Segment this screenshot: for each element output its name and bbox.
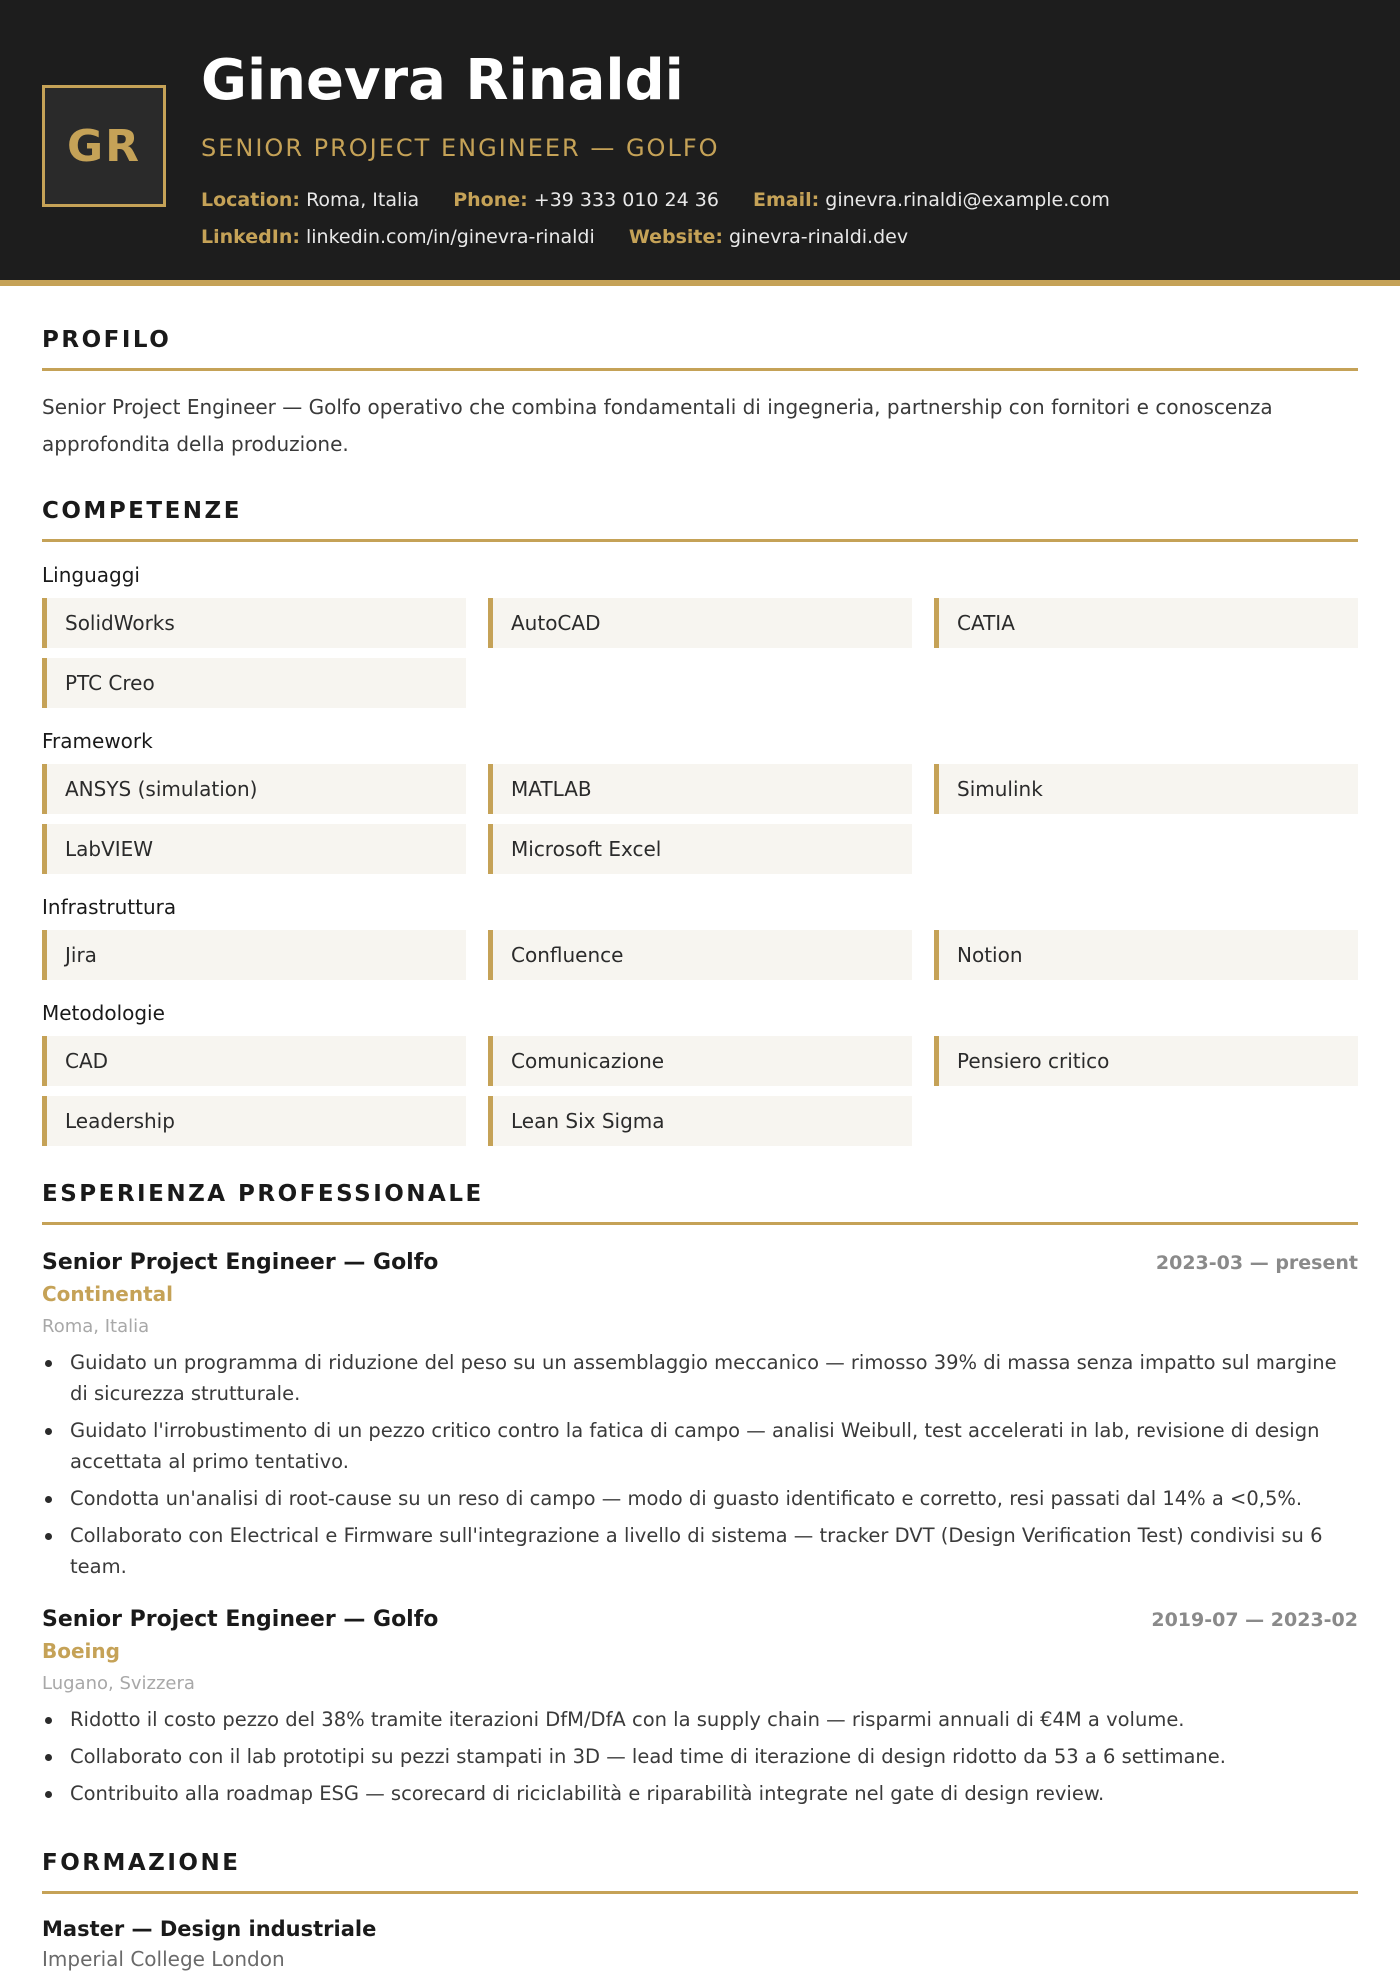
job-bullets (42, 1704, 1358, 1809)
section-heading: ESPERIENZA PROFESSIONALE (42, 1146, 1358, 1225)
job-entry (42, 1604, 1358, 1809)
skill-chip-grid (42, 930, 1358, 980)
skill-chip-grid (42, 764, 1358, 874)
contact-row-2 (201, 224, 936, 250)
skill-group-label: Framework (42, 729, 153, 753)
profile-text: Senior Project Engineer — Golfo operativo che combina fondamentali di ingegneria, partnership con fornitori e conoscenza approfondita della produzione. (42, 395, 1273, 456)
job-entry (42, 1247, 1358, 1582)
job-dates: 2019-07 — 2023-02 (1151, 1609, 1358, 1631)
candidate-name: Ginevra Rinaldi (201, 48, 684, 113)
skill-chip-grid (42, 1036, 1358, 1146)
list-item: Contribuito alla roadmap ESG — scorecard di riciclabilità e riparabilità integrate nel gate di design review. (42, 1778, 1358, 1809)
job-location: Lugano, Svizzera (42, 1673, 195, 1694)
education-degree: Master — Design industriale (42, 1917, 377, 1941)
job-dates: 2023-03 — present (1155, 1252, 1358, 1274)
section-heading: PROFILO (42, 292, 1358, 371)
job-header (42, 1604, 1358, 1636)
job-company: Continental (42, 1282, 174, 1306)
skill-chip-grid (42, 598, 1358, 708)
skill-chip: AutoCAD (488, 598, 912, 648)
list-item: Guidato un programma di riduzione del peso su un assemblaggio meccanico — rimosso 39% di massa senza impatto sul margine di sicurezza strutturale. (42, 1347, 1358, 1409)
monogram-badge: GR (42, 85, 166, 207)
list-item: Guidato l'irrobustimento di un pezzo critico contro la fatica di campo — analisi Weibull, test accelerati in lab, revisione di design accettata al primo tentativo. (42, 1415, 1358, 1477)
skill-chip: Notion (934, 930, 1358, 980)
resume-body (42, 292, 1358, 1974)
job-header (42, 1247, 1358, 1279)
contact-row-1 (201, 187, 1138, 213)
contact-linkedin[interactable]: LinkedIn: linkedin.com/in/ginevra-rinaldi (201, 226, 595, 248)
contact-phone[interactable]: Phone: +39 333 010 24 36 (453, 189, 719, 211)
skill-chip: CATIA (934, 598, 1358, 648)
list-item: Collaborato con Electrical e Firmware sull'integrazione a livello di sistema — tracker DVT (Design Verification Test) condivisi su 6 team. (42, 1520, 1358, 1582)
skill-group-label: Metodologie (42, 1001, 165, 1025)
skill-chip: SolidWorks (42, 598, 466, 648)
contact-email[interactable]: Email: ginevra.rinaldi@example.com (752, 189, 1110, 211)
skills-section (42, 463, 1358, 1146)
experience-section (42, 1146, 1358, 1809)
job-location: Roma, Italia (42, 1316, 150, 1337)
skill-chip: Microsoft Excel (488, 824, 912, 874)
skill-chip: Simulink (934, 764, 1358, 814)
section-heading: FORMAZIONE (42, 1815, 1358, 1894)
section-heading: COMPETENZE (42, 463, 1358, 542)
skill-chip: Lean Six Sigma (488, 1096, 912, 1146)
skill-chip: CAD (42, 1036, 466, 1086)
skill-chip: Leadership (42, 1096, 466, 1146)
list-item: Ridotto il costo pezzo del 38% tramite iterazioni DfM/DfA con la supply chain — risparmi annuali di €4M a volume. (42, 1704, 1358, 1735)
skill-group-label: Infrastruttura (42, 895, 177, 919)
skill-chip: Confluence (488, 930, 912, 980)
contact-website[interactable]: Website: ginevra-rinaldi.dev (628, 226, 909, 248)
education-school: Imperial College London (42, 1947, 285, 1971)
candidate-title: SENIOR PROJECT ENGINEER — GOLFO (201, 134, 720, 162)
contact-location: Location: Roma, Italia (201, 189, 420, 211)
skill-chip: MATLAB (488, 764, 912, 814)
skill-chip: ANSYS (simulation) (42, 764, 466, 814)
job-role: Senior Project Engineer — Golfo (42, 1607, 439, 1632)
list-item: Collaborato con il lab prototipi su pezzi stampati in 3D — lead time di iterazione di design ridotto da 53 a 6 settimane. (42, 1741, 1358, 1772)
skill-chip: Jira (42, 930, 466, 980)
skill-group-label: Linguaggi (42, 563, 140, 587)
skill-chip: LabVIEW (42, 824, 466, 874)
education-section (42, 1815, 1358, 1974)
job-company: Boeing (42, 1639, 120, 1663)
job-role: Senior Project Engineer — Golfo (42, 1250, 439, 1275)
skill-chip: PTC Creo (42, 658, 466, 708)
resume-header (0, 0, 1400, 286)
skill-chip: Pensiero critico (934, 1036, 1358, 1086)
list-item: Condotta un'analisi di root-cause su un reso di campo — modo di guasto identificato e corretto, resi passati dal 14% a <0,5%. (42, 1483, 1358, 1514)
profile-section (42, 292, 1358, 463)
skill-chip: Comunicazione (488, 1036, 912, 1086)
job-bullets (42, 1347, 1358, 1582)
